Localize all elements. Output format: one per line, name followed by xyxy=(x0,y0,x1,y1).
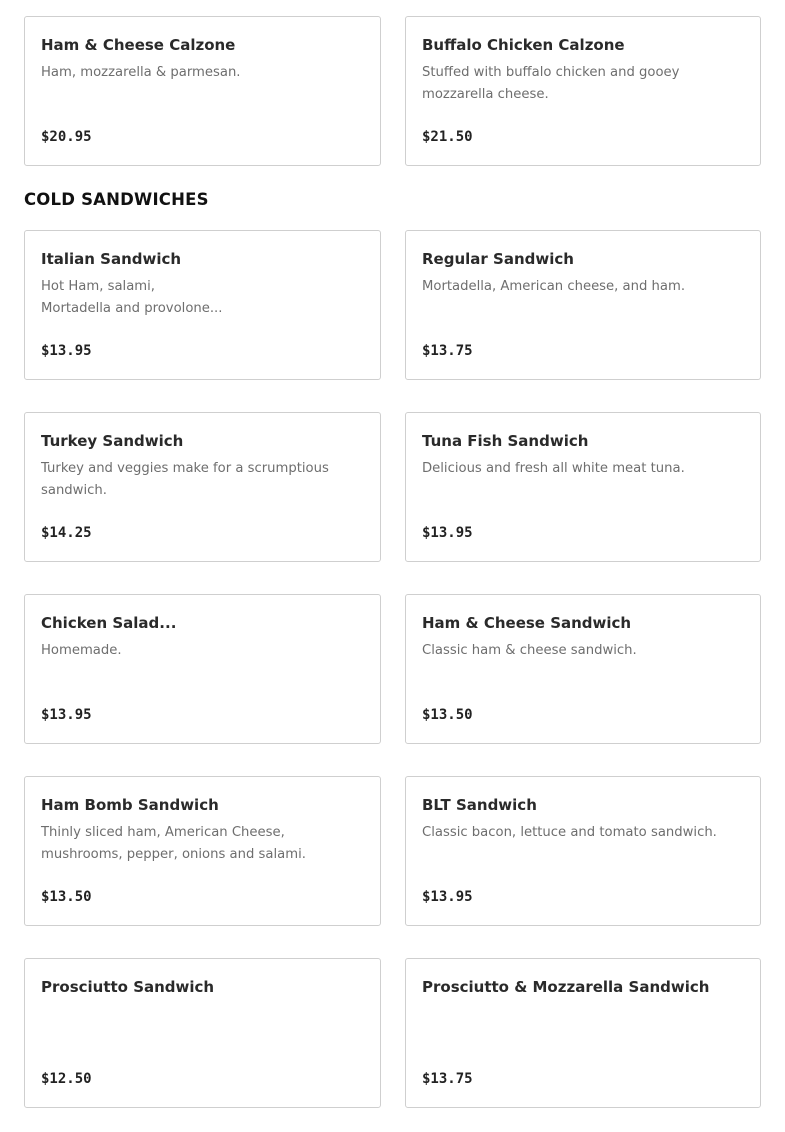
menu-item-card[interactable] xyxy=(24,958,381,1108)
item-description: Thinly sliced ham, American Cheese, mushrooms, pepper, onions and salami. xyxy=(41,825,306,862)
menu-item-card[interactable] xyxy=(24,230,381,380)
calzones-grid xyxy=(24,16,761,166)
item-name: Ham & Cheese Calzone xyxy=(41,36,236,54)
menu-item-card[interactable] xyxy=(24,16,381,166)
menu-item-card[interactable] xyxy=(405,230,761,380)
calzones-section xyxy=(24,16,761,166)
item-price: $13.95 xyxy=(422,525,473,541)
menu-item-card[interactable] xyxy=(405,412,761,562)
item-price: $20.95 xyxy=(41,129,92,145)
item-description: Hot Ham, salami, Mortadella and provolone... xyxy=(41,279,223,316)
item-name: Ham Bomb Sandwich xyxy=(41,796,219,814)
menu-item-card[interactable] xyxy=(405,16,761,166)
item-description: Mortadella, American cheese, and ham. xyxy=(422,279,686,294)
item-name: Prosciutto & Mozzarella Sandwich xyxy=(422,978,710,996)
menu-item-card[interactable] xyxy=(405,776,761,926)
item-description: Ham, mozzarella & parmesan. xyxy=(41,65,241,80)
item-price: $13.50 xyxy=(422,707,473,723)
item-price: $13.75 xyxy=(422,1071,473,1087)
menu-item-card[interactable] xyxy=(405,594,761,744)
item-name: BLT Sandwich xyxy=(422,796,537,814)
item-name: Regular Sandwich xyxy=(422,250,574,268)
menu-item-card[interactable] xyxy=(24,594,381,744)
item-name: Ham & Cheese Sandwich xyxy=(422,614,632,632)
cold-sandwiches-grid xyxy=(24,230,761,1108)
item-price: $13.95 xyxy=(422,889,473,905)
item-description: Classic ham & cheese sandwich. xyxy=(422,643,637,658)
section-title-cold-sandwiches: COLD SANDWICHES xyxy=(24,190,209,209)
menu-item-card[interactable] xyxy=(24,412,381,562)
item-description: Stuffed with buffalo chicken and gooey mozzarella cheese. xyxy=(422,65,680,102)
item-price: $12.50 xyxy=(41,1071,92,1087)
item-name: Chicken Salad... xyxy=(41,614,177,632)
item-name: Turkey Sandwich xyxy=(41,432,184,450)
item-price: $13.95 xyxy=(41,343,92,359)
item-description: Homemade. xyxy=(41,643,122,658)
item-description: Classic bacon, lettuce and tomato sandwich. xyxy=(422,825,717,840)
menu-item-card[interactable] xyxy=(405,958,761,1108)
item-name: Italian Sandwich xyxy=(41,250,182,268)
item-price: $13.75 xyxy=(422,343,473,359)
item-price: $21.50 xyxy=(422,129,473,145)
item-description: Turkey and veggies make for a scrumptious sandwich. xyxy=(41,461,329,498)
item-name: Tuna Fish Sandwich xyxy=(422,432,589,450)
item-price: $14.25 xyxy=(41,525,92,541)
item-name: Buffalo Chicken Calzone xyxy=(422,36,625,54)
item-price: $13.95 xyxy=(41,707,92,723)
item-description: Delicious and fresh all white meat tuna. xyxy=(422,461,685,476)
menu-item-card[interactable] xyxy=(24,776,381,926)
item-name: Prosciutto Sandwich xyxy=(41,978,215,996)
item-price: $13.50 xyxy=(41,889,92,905)
cold-sandwiches-section xyxy=(24,230,761,1108)
